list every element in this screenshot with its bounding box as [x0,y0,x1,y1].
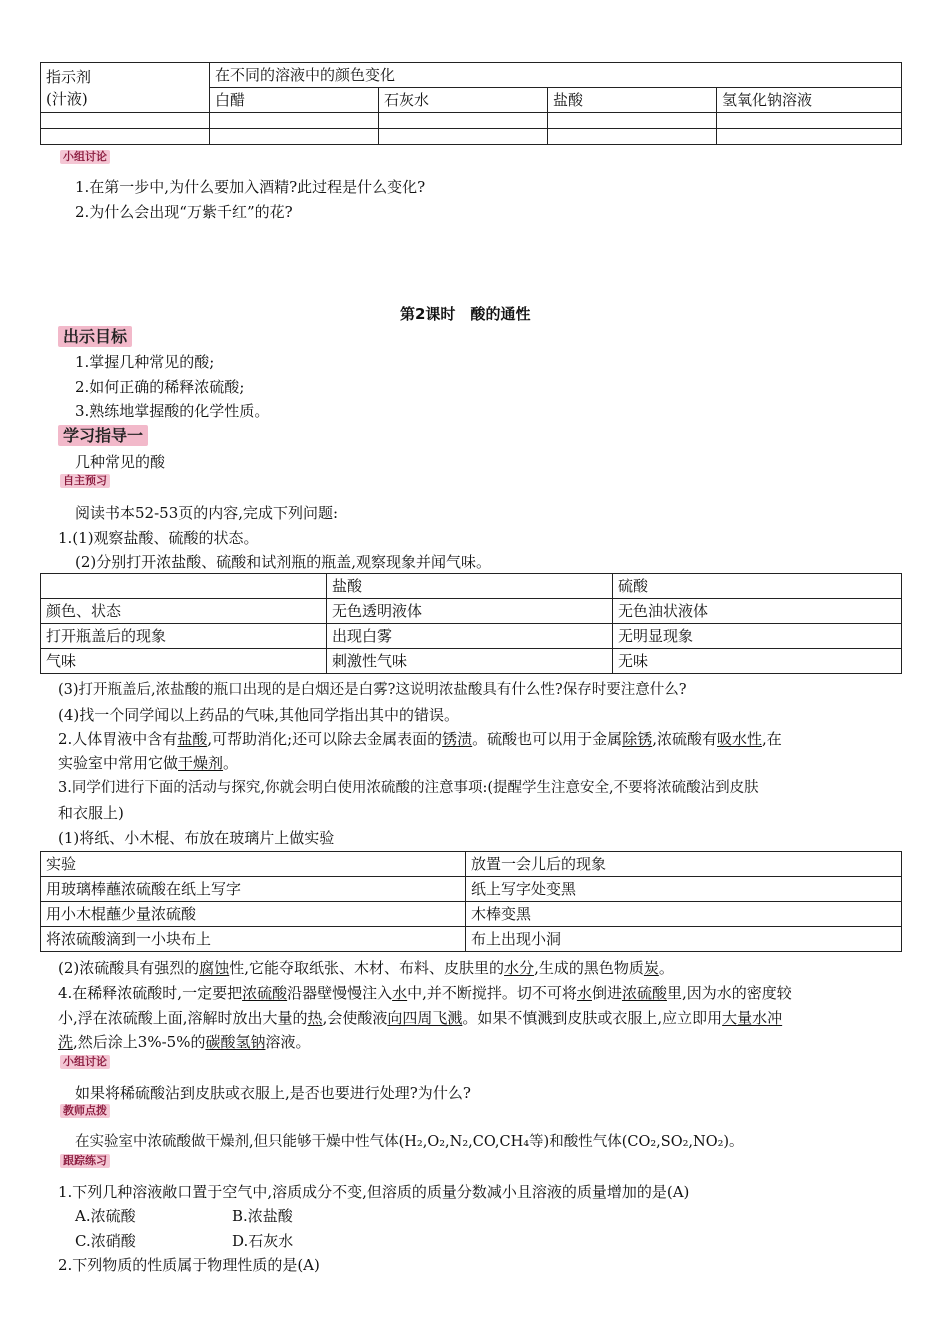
row-label: 气味 [41,649,327,674]
cell-hcl: 无色透明液体 [327,599,613,624]
text-span: 4.在稀释浓硫酸时,一定要把 [58,984,243,1002]
text-span: 实验室中常用它做 [58,754,179,772]
question-4-line-1 [58,983,792,1003]
col-hcl: 盐酸 [548,88,717,113]
goal-item: 3.熟练地掌握酸的化学性质。 [75,402,270,420]
empty-cell [41,113,210,129]
discussion-question: 如果将稀硫酸沾到皮肤或衣服上,是否也要进行处理?为什么? [75,1084,471,1102]
table-header-h2so4: 硫酸 [613,574,902,599]
text-span: (2)浓硫酸具有强烈的 [58,959,200,977]
question-3-line-2: 和衣服上) [58,804,124,822]
table-header-hcl: 盐酸 [327,574,613,599]
empty-cell [41,129,210,145]
empty-cell [717,129,902,145]
text-span: 性,它能夺取纸张、木材、布料、皮肤里的 [229,959,505,977]
text-span: 2.人体胃液中含有 [58,730,178,748]
row-label: 打开瓶盖后的现象 [41,624,327,649]
text-span: 里,因为水的密度较 [666,984,792,1002]
table-row [41,649,902,674]
cell-h2so4: 无色油状液体 [613,599,902,624]
answer-blank: 锈渍 [442,730,473,748]
option-c: C.浓硝酸 [75,1232,136,1250]
table-row [41,927,902,952]
option-b: B.浓盐酸 [232,1207,293,1225]
practice-tag: 跟踪练习 [60,1154,110,1168]
guide-subtitle: 几种常见的酸 [75,453,166,471]
answer-blank: 碳酸氢钠 [205,1033,266,1051]
answer-blank: 干燥剂 [178,754,224,772]
question-1-3: (3)打开瓶盖后,浓盐酸的瓶口出现的是白烟还是白雾?这说明浓盐酸具有什么性?保存时要注意什么? [58,682,687,698]
text-span: 。如果不慎溅到皮肤或衣服上,应立即用 [462,1009,723,1027]
group-discussion-tag: 小组讨论 [60,1055,110,1069]
answer-blank: 浓硫酸 [242,984,288,1002]
question-2-line-2 [58,753,238,773]
phenomenon-cell: 布上出现小洞 [466,927,902,952]
table-row [41,624,902,649]
answer-blank: 向四周飞溅 [387,1009,463,1027]
col-naoh: 氢氧化钠溶液 [717,88,902,113]
text-span: ,会使酸液 [322,1009,388,1027]
answer-blank: 炭 [643,959,659,977]
answer-blank: 洗 [58,1033,74,1051]
text-span: ,可帮助消化;还可以除去金属表面的 [207,730,443,748]
answer-blank: 水分 [504,959,535,977]
option-d: D.石灰水 [232,1232,294,1250]
discussion-question-1: 1.在第一步中,为什么要加入酒精?此过程是什么变化? [75,178,426,196]
empty-cell [210,129,379,145]
phenomenon-cell: 木棒变黑 [466,902,902,927]
experiment-cell: 将浓硫酸滴到一小块布上 [41,927,466,952]
empty-cell [548,113,717,129]
answer-blank: 大量水冲 [722,1009,783,1027]
question-1-4: (4)找一个同学闻以上药品的气味,其他同学指出其中的错误。 [58,706,460,724]
question-1-2: (2)分别打开浓盐酸、硫酸和试剂瓶的瓶盖,观察现象并闻气味。 [75,553,492,571]
question-3-1: (1)将纸、小木棍、布放在玻璃片上做实验 [58,829,335,847]
answer-blank: 除锈 [622,730,653,748]
goals-header: 出示目标 [58,326,132,347]
text-span: 倒进 [591,984,622,1002]
guide-header: 学习指导一 [58,425,148,446]
text-span: ,生成的黑色物质 [534,959,644,977]
goal-item: 2.如何正确的稀释浓硫酸; [75,378,245,396]
table-header-experiment: 实验 [41,852,466,877]
text-span: 溶液。 [265,1033,311,1051]
answer-blank: 热 [307,1009,323,1027]
text-span: ,浓硫酸有 [652,730,717,748]
juice-label: (汁液) [46,89,88,108]
text-span: ,然后涂上3%-5%的 [73,1033,206,1051]
teacher-tip-tag: 教师点拨 [60,1104,110,1118]
phenomenon-cell: 纸上写字处变黑 [466,877,902,902]
goal-item: 1.掌握几种常见的酸; [75,353,215,371]
empty-cell [379,113,548,129]
cell-hcl: 出现白雾 [327,624,613,649]
empty-cell [717,113,902,129]
reading-instruction: 阅读书本52-53页的内容,完成下列问题: [75,504,339,522]
question-4-line-2 [58,1008,782,1028]
answer-blank: 水 [392,984,408,1002]
table-header-phenomenon: 放置一会儿后的现象 [466,852,902,877]
text-span: 中,并不断搅拌。切不可将 [407,984,577,1002]
color-change-header: 在不同的溶液中的颜色变化 [210,63,902,88]
col-vinegar: 白醋 [210,88,379,113]
col-limewater: 石灰水 [379,88,548,113]
text-span: 沿器壁慢慢注入 [287,984,393,1002]
teacher-tip-text: 在实验室中浓硫酸做干燥剂,但只能够干燥中性气体(H₂,O₂,N₂,CO,CH₄等)和酸性气体(CO₂,SO₂,NO₂)。 [75,1134,744,1150]
table-row [41,902,902,927]
question-4-line-3 [58,1032,310,1052]
text-span: ,在 [762,730,782,748]
question-2-line-1 [58,729,782,749]
lesson-title: 第2课时 酸的通性 [400,305,531,323]
answer-blank: 水 [576,984,592,1002]
indicator-table [40,62,902,145]
self-preview-tag: 自主预习 [60,474,110,488]
empty-cell [210,113,379,129]
practice-question-1: 1.下列几种溶液敞口置于空气中,溶质成分不变,但溶质的质量分数减小且溶液的质量增加的是(A) [58,1183,690,1201]
group-discussion-tag: 小组讨论 [60,150,110,164]
table-header-empty [41,574,327,599]
table-row [41,599,902,624]
indicator-header-cell [41,63,210,113]
practice-question-2: 2.下列物质的性质属于物理性质的是(A) [58,1256,320,1274]
question-1-1: 1.(1)观察盐酸、硫酸的状态。 [58,529,259,547]
answer-blank: 盐酸 [177,730,208,748]
experiment-cell: 用小木棍蘸少量浓硫酸 [41,902,466,927]
text-span: 。 [658,959,674,977]
empty-cell [379,129,548,145]
discussion-question-2: 2.为什么会出现“万紫千红”的花? [75,203,293,221]
answer-blank: 浓硫酸 [621,984,667,1002]
row-label: 颜色、状态 [41,599,327,624]
cell-hcl: 刺激性气味 [327,649,613,674]
empty-cell [548,129,717,145]
option-a: A.浓硫酸 [75,1207,136,1225]
text-span: 小,浮在浓硫酸上面,溶解时放出大量的 [58,1009,308,1027]
table-row [41,877,902,902]
experiment-cell: 用玻璃棒蘸浓硫酸在纸上写字 [41,877,466,902]
text-span: 。硫酸也可以用于金属 [472,730,623,748]
cell-h2so4: 无味 [613,649,902,674]
acid-properties-table [40,573,902,674]
indicator-label: 指示剂 [46,67,92,86]
text-span: 。 [223,754,239,772]
answer-blank: 腐蚀 [199,959,230,977]
question-3-line-1: 3.同学们进行下面的活动与探究,你就会明白使用浓硫酸的注意事项:(提醒学生注意安全,不要将浓硫酸沾到皮肤 [58,780,759,796]
sulfuric-acid-experiment-table [40,851,902,952]
question-3-2 [58,958,674,978]
answer-blank: 吸水性 [716,730,762,748]
cell-h2so4: 无明显现象 [613,624,902,649]
